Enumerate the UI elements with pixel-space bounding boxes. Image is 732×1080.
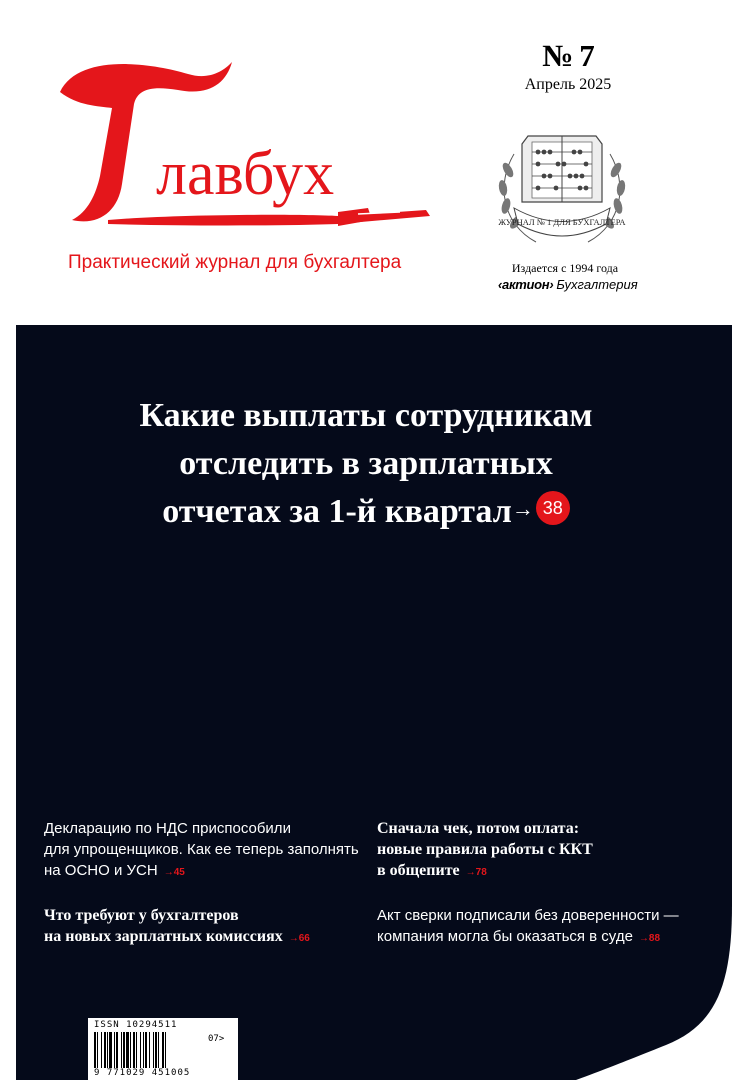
barcode-bar <box>143 1032 144 1068</box>
headline-line-2: отследить в зарплатных <box>179 445 553 482</box>
teaser-page-ref[interactable]: →66 <box>288 933 310 944</box>
teaser-line: на ОСНО и УСН <box>44 862 158 879</box>
barcode-bar <box>136 1032 137 1068</box>
barcode-bar <box>162 1032 164 1068</box>
teaser-page-ref[interactable]: →88 <box>638 933 661 944</box>
barcode-bar <box>114 1032 115 1068</box>
barcode-bar <box>109 1032 112 1068</box>
barcode-bar <box>101 1032 102 1068</box>
barcode-bar <box>94 1032 96 1068</box>
teaser-page-ref[interactable]: →78 <box>465 867 487 878</box>
svg-text:лавбух: лавбух <box>156 140 335 208</box>
barcode-bar <box>107 1032 108 1068</box>
headline-line-3 <box>40 488 692 539</box>
page-badge[interactable]: 38 <box>536 491 570 525</box>
teaser-salary-commissions[interactable] <box>44 905 364 949</box>
barcode-bar <box>158 1032 159 1068</box>
issue-date: Апрель 2025 <box>524 76 612 93</box>
barcode-bar <box>149 1032 150 1068</box>
barcode-bar <box>130 1032 131 1068</box>
main-headline[interactable] <box>40 392 692 539</box>
headline-line-1: Какие выплаты сотрудникам <box>139 397 593 434</box>
glavbukh-logo <box>38 44 438 234</box>
teaser-line: компания могла бы оказаться в суде <box>377 928 633 945</box>
barcode-bar <box>133 1032 135 1068</box>
teaser-page-ref[interactable]: →45 <box>163 867 185 878</box>
barcode-bar <box>104 1032 106 1068</box>
arrow-right-icon: → <box>511 496 534 521</box>
barcode-bar <box>97 1032 98 1068</box>
publisher-unit: Бухгалтерия <box>556 277 638 292</box>
teaser-line: для упрощенщиков. Как ее теперь заполнять <box>44 841 359 858</box>
teaser-line: в общепите <box>377 862 460 879</box>
barcode-addon: 07> <box>208 1034 225 1044</box>
teaser-line: Декларацию по НДС приспособили <box>44 820 291 837</box>
seal-ring-text: ЖУРНАЛ № 1 ДЛЯ БУХГАЛТЕРА <box>498 217 626 227</box>
barcode-bar <box>123 1032 125 1068</box>
issue-number: № 7 <box>542 38 594 73</box>
barcode-bar <box>126 1032 129 1068</box>
teaser-vat-declaration[interactable] <box>44 818 364 883</box>
since-year: Издается с 1994 года <box>511 261 619 275</box>
barcode-bar <box>153 1032 154 1068</box>
headline-line-3-text: отчетах за 1-й квартал <box>162 493 512 530</box>
barcode-digits: 9 771029 451005 <box>94 1068 191 1078</box>
publisher-brand: ‹актион› <box>498 277 554 292</box>
barcode-bar <box>145 1032 147 1068</box>
barcode-bar <box>140 1032 141 1068</box>
publisher <box>498 277 648 292</box>
tagline: Практический журнал для бухгалтера <box>68 252 402 273</box>
teaser-line: Сначала чек, потом оплата: <box>377 820 580 837</box>
barcode-bar <box>121 1032 122 1068</box>
barcode-bar <box>155 1032 157 1068</box>
teaser-reconciliation-act[interactable] <box>377 905 697 949</box>
barcode-bar <box>116 1032 118 1068</box>
teaser-line: Что требуют у бухгалтеров <box>44 907 239 924</box>
teaser-line: на новых зарплатных комиссиях <box>44 928 283 945</box>
issn-label: ISSN 10294511 <box>94 1020 178 1030</box>
teaser-line: Акт сверки подписали без доверенности — <box>377 907 679 924</box>
award-seal-icon <box>486 114 638 256</box>
teaser-kkt-rules[interactable] <box>377 818 677 883</box>
teaser-line: новые правила работы с ККТ <box>377 841 593 858</box>
barcode-bar <box>165 1032 166 1068</box>
